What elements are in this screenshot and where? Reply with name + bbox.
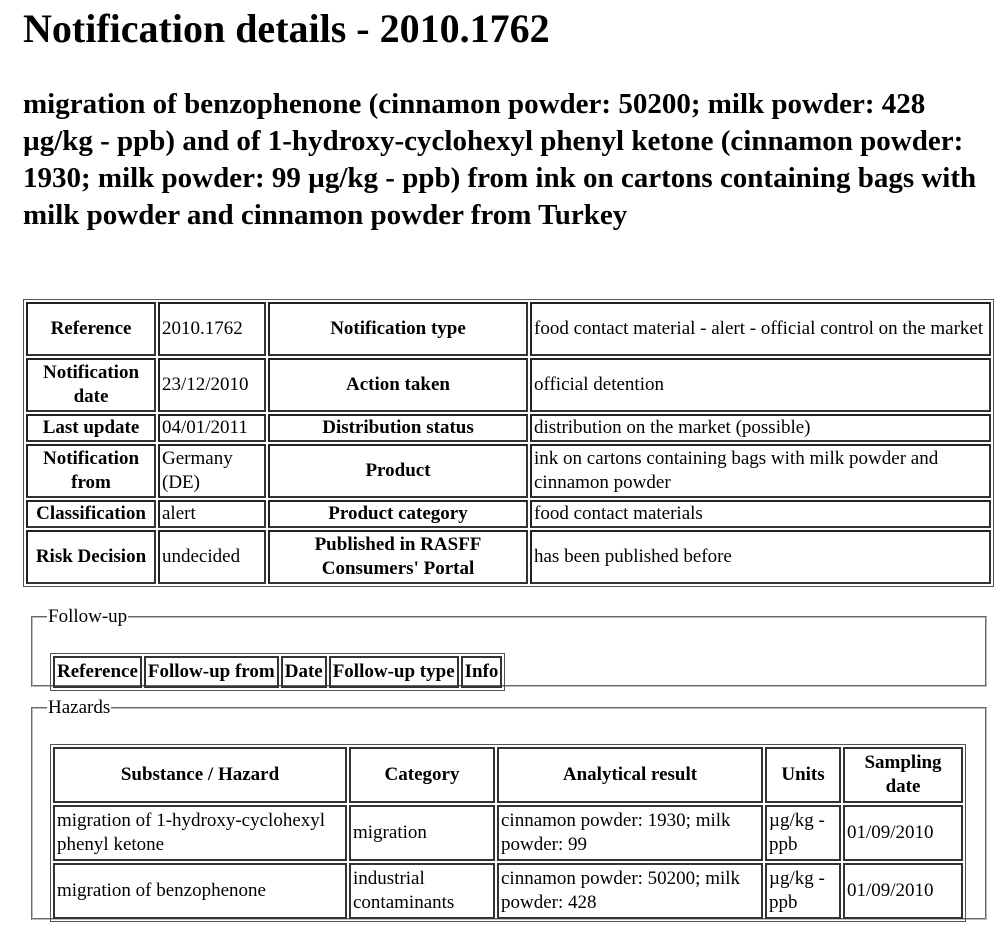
value-action-taken: official detention (530, 358, 991, 412)
label-distribution-status: Distribution status (268, 414, 528, 442)
followup-legend: Follow-up (48, 606, 128, 627)
hazards-col-category: Category (349, 747, 495, 803)
page-title: Notification details - 2010.1762 (23, 6, 550, 51)
hazards-header-row (53, 747, 963, 803)
value-reference: 2010.1762 (158, 302, 266, 356)
details-row (26, 358, 991, 412)
label-action-taken: Action taken (268, 358, 528, 412)
value-product: ink on cartons containing bags with milk powder and cinnamon powder (530, 444, 991, 498)
table-row (53, 805, 963, 861)
details-row (26, 500, 991, 528)
value-distribution-status: distribution on the market (possible) (530, 414, 991, 442)
hazards-col-sampling-date: Sampling date (843, 747, 963, 803)
hazard-sampling-date: 01/09/2010 (843, 805, 963, 861)
followup-table (50, 653, 505, 691)
details-row (26, 530, 991, 584)
followup-col-date: Date (281, 656, 327, 688)
hazards-table (50, 744, 966, 922)
followup-header-row (53, 656, 502, 688)
hazard-category: migration (349, 805, 495, 861)
notification-subject: migration of benzophenone (cinnamon powder: 50200; milk powder: 428 µg/kg - ppb) and of 1-hydroxy-cyclohexyl phenyl ketone (cinnamon powder: 1930; milk powder: 99 µg/kg - ppb) from ink on cartons containing bags with milk powder and cinnamon powder from Turkey (23, 88, 977, 231)
followup-col-type: Follow-up type (329, 656, 459, 688)
value-product-category: food contact materials (530, 500, 991, 528)
label-product-category: Product category (268, 500, 528, 528)
hazards-col-result: Analytical result (497, 747, 763, 803)
label-reference: Reference (26, 302, 156, 356)
label-last-update: Last update (26, 414, 156, 442)
label-product: Product (268, 444, 528, 498)
hazard-result: cinnamon powder: 50200; milk powder: 428 (497, 863, 763, 919)
value-notification-date: 23/12/2010 (158, 358, 266, 412)
label-published-portal: Published in RASFF Consumers' Portal (268, 530, 528, 584)
details-row (26, 444, 991, 498)
hazard-units: µg/kg - ppb (765, 863, 841, 919)
followup-col-from: Follow-up from (144, 656, 279, 688)
value-classification: alert (158, 500, 266, 528)
hazard-units: µg/kg - ppb (765, 805, 841, 861)
label-notification-from: Notification from (26, 444, 156, 498)
hazard-sampling-date: 01/09/2010 (843, 863, 963, 919)
details-row (26, 414, 991, 442)
label-classification: Classification (26, 500, 156, 528)
hazard-substance: migration of benzophenone (53, 863, 347, 919)
details-table (23, 299, 994, 587)
hazards-col-units: Units (765, 747, 841, 803)
value-notification-type: food contact material - alert - official control on the market (530, 302, 991, 356)
value-notification-from: Germany (DE) (158, 444, 266, 498)
label-notification-date: Notification date (26, 358, 156, 412)
followup-col-info: Info (461, 656, 503, 688)
value-last-update: 04/01/2011 (158, 414, 266, 442)
hazard-category: industrial contaminants (349, 863, 495, 919)
label-notification-type: Notification type (268, 302, 528, 356)
hazards-legend: Hazards (48, 697, 111, 718)
followup-col-reference: Reference (53, 656, 142, 688)
hazards-section (31, 698, 987, 920)
value-published-portal: has been published before (530, 530, 991, 584)
value-risk-decision: undecided (158, 530, 266, 584)
hazards-col-substance: Substance / Hazard (53, 747, 347, 803)
hazard-result: cinnamon powder: 1930; milk powder: 99 (497, 805, 763, 861)
table-row (53, 863, 963, 919)
details-row (26, 302, 991, 356)
hazard-substance: migration of 1-hydroxy-cyclohexyl phenyl ketone (53, 805, 347, 861)
label-risk-decision: Risk Decision (26, 530, 156, 584)
followup-section (31, 607, 987, 687)
